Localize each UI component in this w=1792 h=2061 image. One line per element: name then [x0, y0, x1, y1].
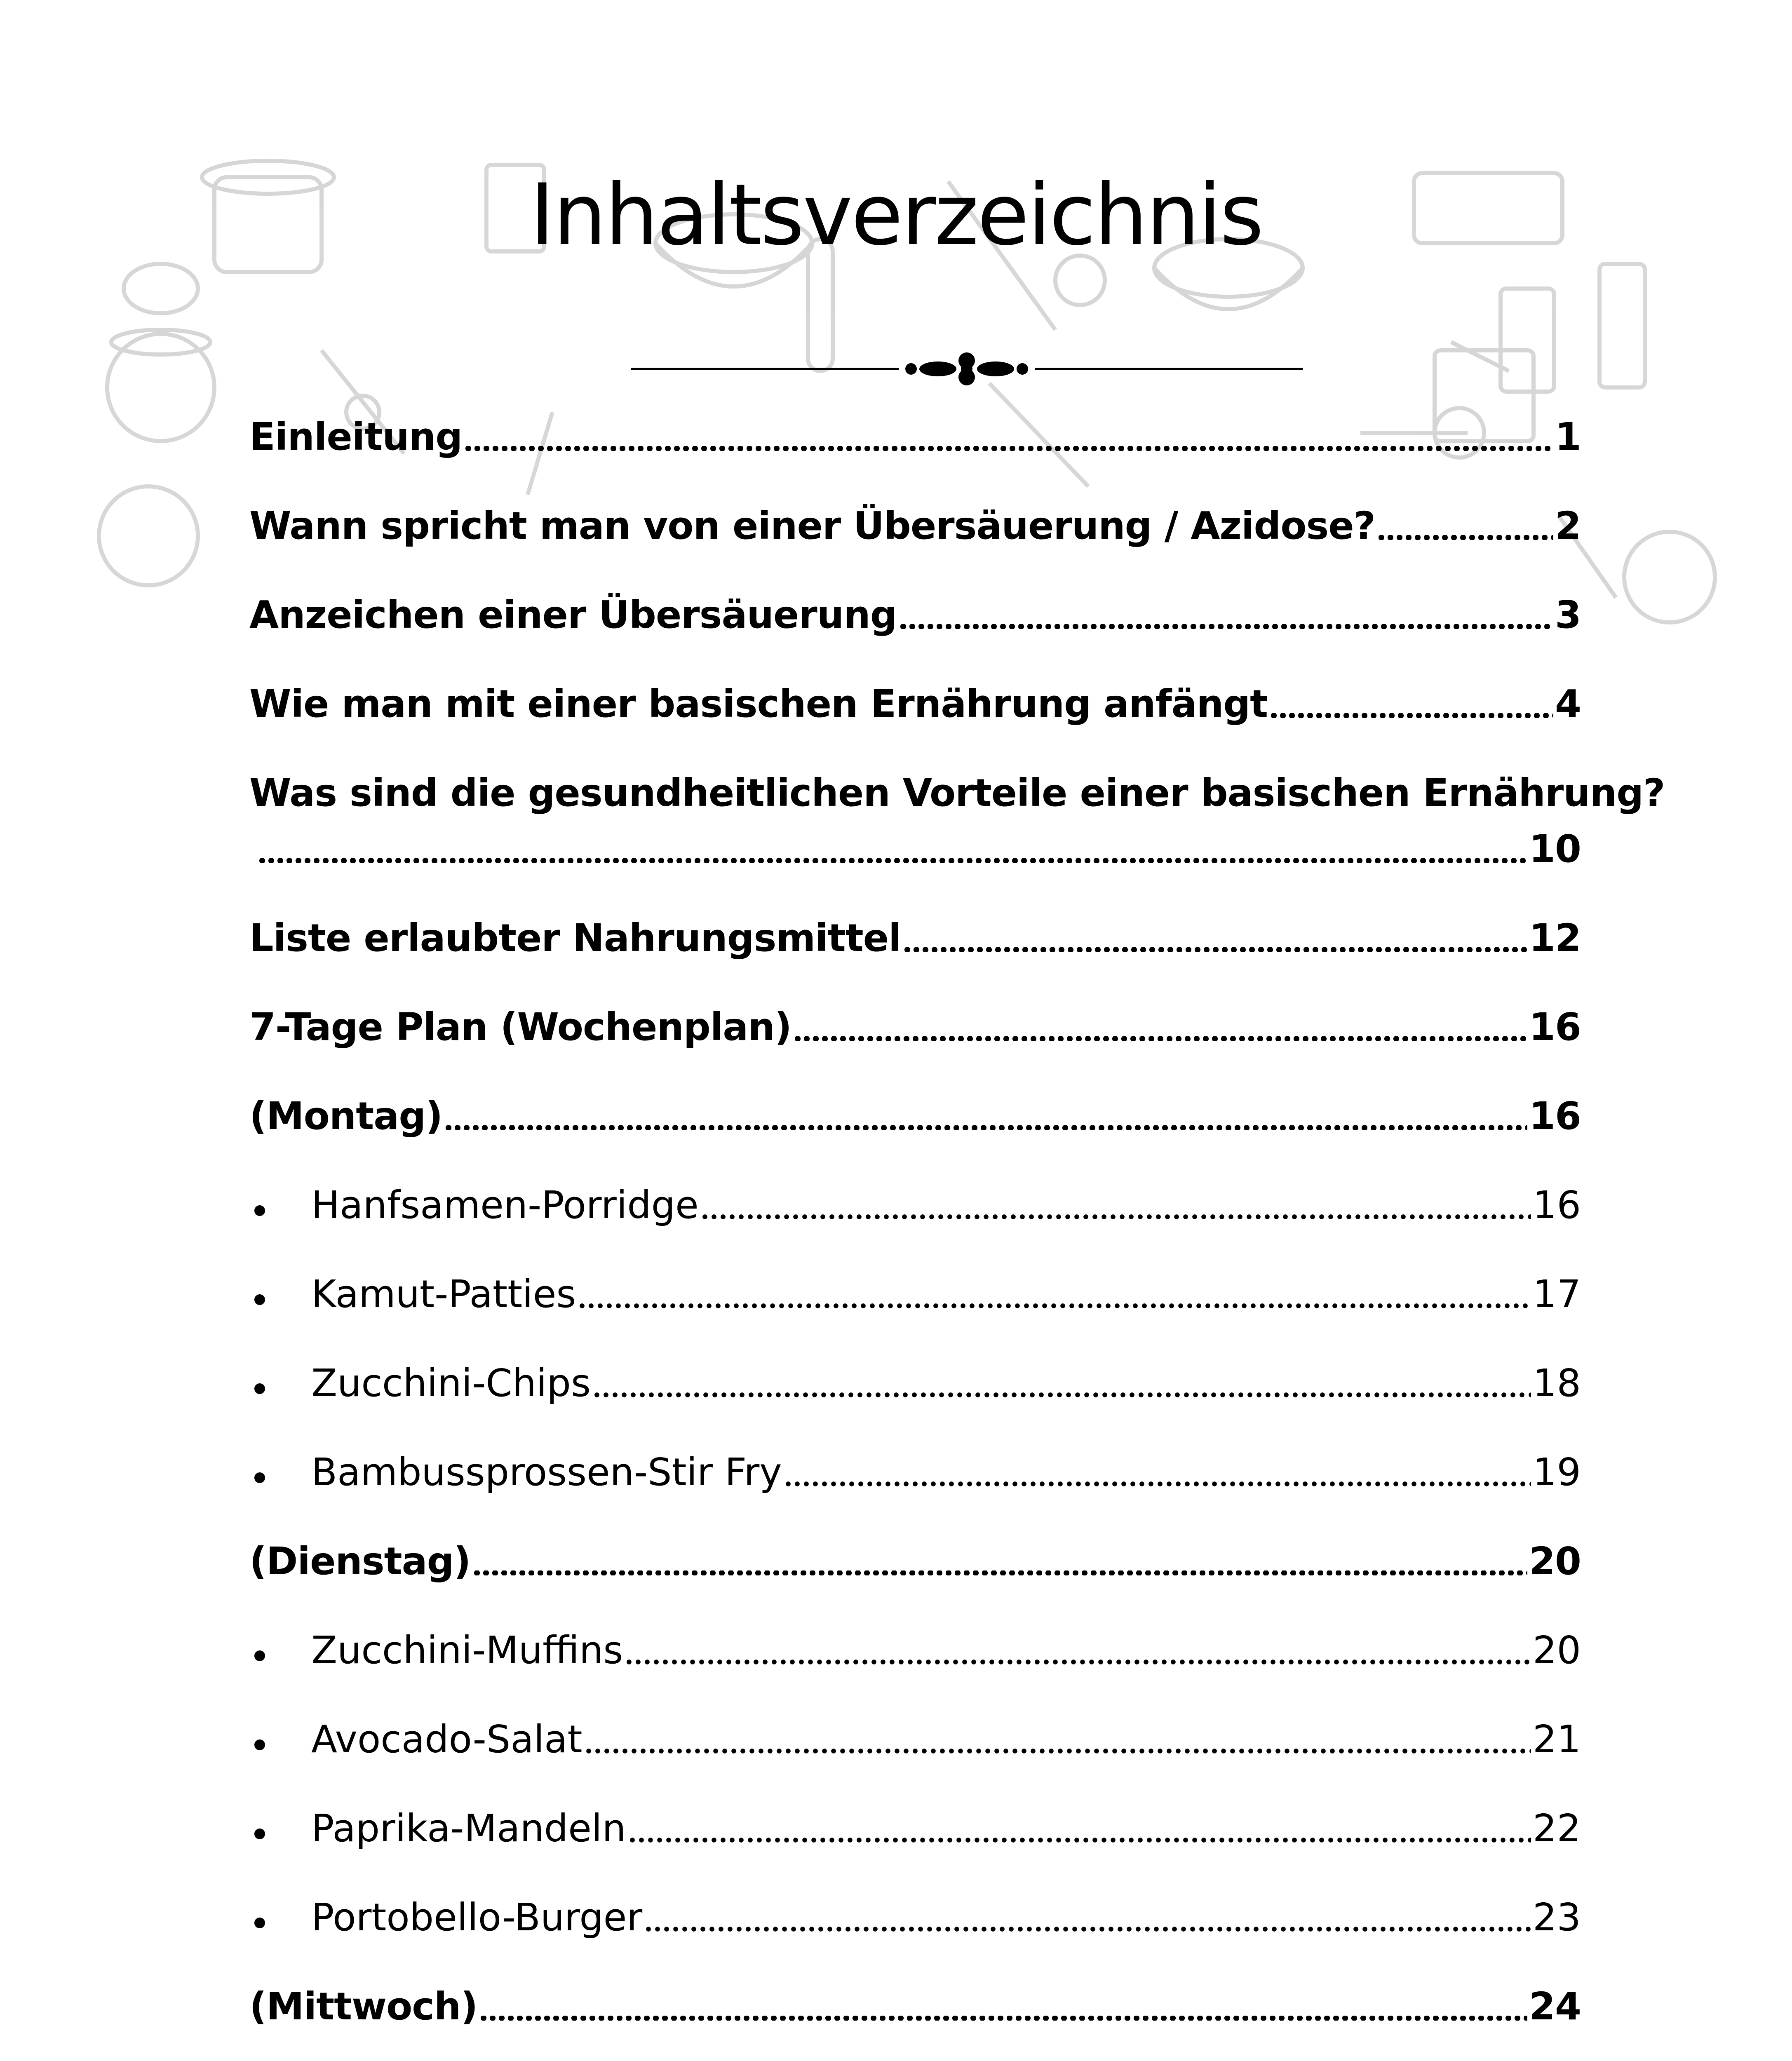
toc-leader-dots — [444, 1092, 1527, 1141]
toc-subentry[interactable] — [249, 1181, 1581, 1230]
toc-entry-page: 17 — [1532, 1272, 1581, 1316]
toc-subentry[interactable] — [249, 1626, 1581, 1675]
toc-entry-label: (Mittwoch) — [249, 1984, 478, 2028]
bullet-icon — [249, 1715, 311, 1764]
toc-entry[interactable] — [249, 1092, 1581, 1141]
toc-leader-dots — [903, 913, 1527, 963]
toc-entry[interactable] — [249, 679, 1581, 729]
bullet-icon — [249, 1181, 311, 1230]
toc-subentry[interactable] — [249, 1359, 1581, 1408]
toc-leader-dots — [628, 1804, 1531, 1853]
bullet-icon — [249, 1893, 311, 1942]
toc-entry-page: 4 — [1555, 682, 1581, 726]
toc-entry-page: 21 — [1532, 1717, 1581, 1761]
toc-leader-dots — [644, 1893, 1531, 1942]
toc-entry-label: (Montag) — [249, 1094, 443, 1138]
toc-entry-page: 2 — [1555, 504, 1581, 548]
toc-entry-label: Hanfsamen-Porridge — [311, 1183, 699, 1227]
toc-entry-label: Kamut-Patties — [311, 1272, 576, 1316]
toc-entry-label: Bambussprossen-Stir Fry — [311, 1450, 782, 1494]
toc-entry-page: 22 — [1532, 1806, 1581, 1850]
toc-entry[interactable] — [249, 913, 1581, 963]
toc-entry-page: 24 — [1529, 1984, 1581, 2028]
toc-leader-dots — [578, 1270, 1531, 1319]
toc-entry-page: 19 — [1532, 1450, 1581, 1494]
toc-entry-label: Avocado-Salat — [311, 1717, 582, 1761]
toc-entry[interactable] — [249, 501, 1581, 551]
toc-entry-label: Paprika-Mandeln — [311, 1806, 626, 1850]
toc-leader-dots — [258, 824, 1527, 874]
toc-leader-dots — [1269, 679, 1553, 729]
bullet-icon — [249, 1448, 311, 1497]
toc-subentry[interactable] — [249, 1448, 1581, 1497]
toc-leader-dots — [784, 1448, 1531, 1497]
toc-leader-dots — [584, 1715, 1531, 1764]
toc-entry[interactable] — [249, 1982, 1581, 2031]
toc-leader-dots — [472, 1537, 1527, 1586]
bullet-icon — [249, 1359, 311, 1408]
toc-leader-dots — [479, 1982, 1527, 2031]
toc-entry-page: 16 — [1532, 1183, 1581, 1227]
toc-leader-dots — [793, 1002, 1527, 1052]
toc-leader-dots — [592, 1359, 1531, 1408]
toc-subentry[interactable] — [249, 1804, 1581, 1853]
toc-entry-label: Zucchini-Chips — [311, 1361, 591, 1405]
toc-entry[interactable] — [249, 824, 1581, 874]
toc-entry-label: Anzeichen einer Übersäuerung — [249, 593, 897, 637]
toc-entry-page: 1 — [1555, 415, 1581, 459]
toc-entry-page: 3 — [1555, 593, 1581, 637]
toc-leader-dots — [700, 1181, 1531, 1230]
bullet-icon — [249, 1804, 311, 1853]
toc-entry-page: 16 — [1529, 1005, 1581, 1049]
toc-entry-label: Wann spricht man von einer Übersäuerung / Azidose? — [249, 504, 1376, 548]
toc-entry[interactable] — [249, 412, 1581, 462]
toc-entry-page: 23 — [1532, 1895, 1581, 1939]
toc-entry[interactable] — [249, 1537, 1581, 1586]
page-title: Inhaltsverzeichnis — [530, 166, 1262, 264]
toc-entry-page: 20 — [1532, 1628, 1581, 1672]
toc-entry-label: 7-Tage Plan (Wochenplan) — [249, 1005, 791, 1049]
toc-entry-page: 10 — [1529, 827, 1581, 871]
toc-leader-dots — [899, 590, 1553, 640]
toc-entry-label: Portobello-Burger — [311, 1895, 643, 1939]
toc-entry-heading-line[interactable] — [249, 768, 1665, 818]
toc-entry-label: Zucchini-Muffins — [311, 1628, 623, 1672]
toc-leader-dots — [464, 412, 1553, 462]
toc-entry-label: Liste erlaubter Nahrungsmittel — [249, 916, 901, 960]
toc-entry-label: Wie man mit einer basischen Ernährung anfängt — [249, 682, 1268, 726]
toc-entry-page: 18 — [1532, 1361, 1581, 1405]
toc-entry-page: 12 — [1529, 916, 1581, 960]
bullet-icon — [249, 1626, 311, 1675]
toc-subentry[interactable] — [249, 1270, 1581, 1319]
toc-entry[interactable] — [249, 590, 1581, 640]
toc-subentry[interactable] — [249, 1893, 1581, 1942]
toc-entry-page: 20 — [1529, 1539, 1581, 1583]
toc-entry-label: (Dienstag) — [249, 1539, 471, 1583]
toc-entry-page: 16 — [1529, 1094, 1581, 1138]
divider-ornament-icon — [631, 346, 1303, 392]
toc-entry[interactable] — [249, 1002, 1581, 1052]
toc-entry-label: Was sind die gesundheitlichen Vorteile einer basischen Ernährung? — [249, 771, 1665, 815]
bullet-icon — [249, 1270, 311, 1319]
toc-subentry[interactable] — [249, 1715, 1581, 1764]
toc-leader-dots — [625, 1626, 1531, 1675]
toc-entry-label: Einleitung — [249, 415, 463, 459]
toc-leader-dots — [1377, 501, 1553, 551]
